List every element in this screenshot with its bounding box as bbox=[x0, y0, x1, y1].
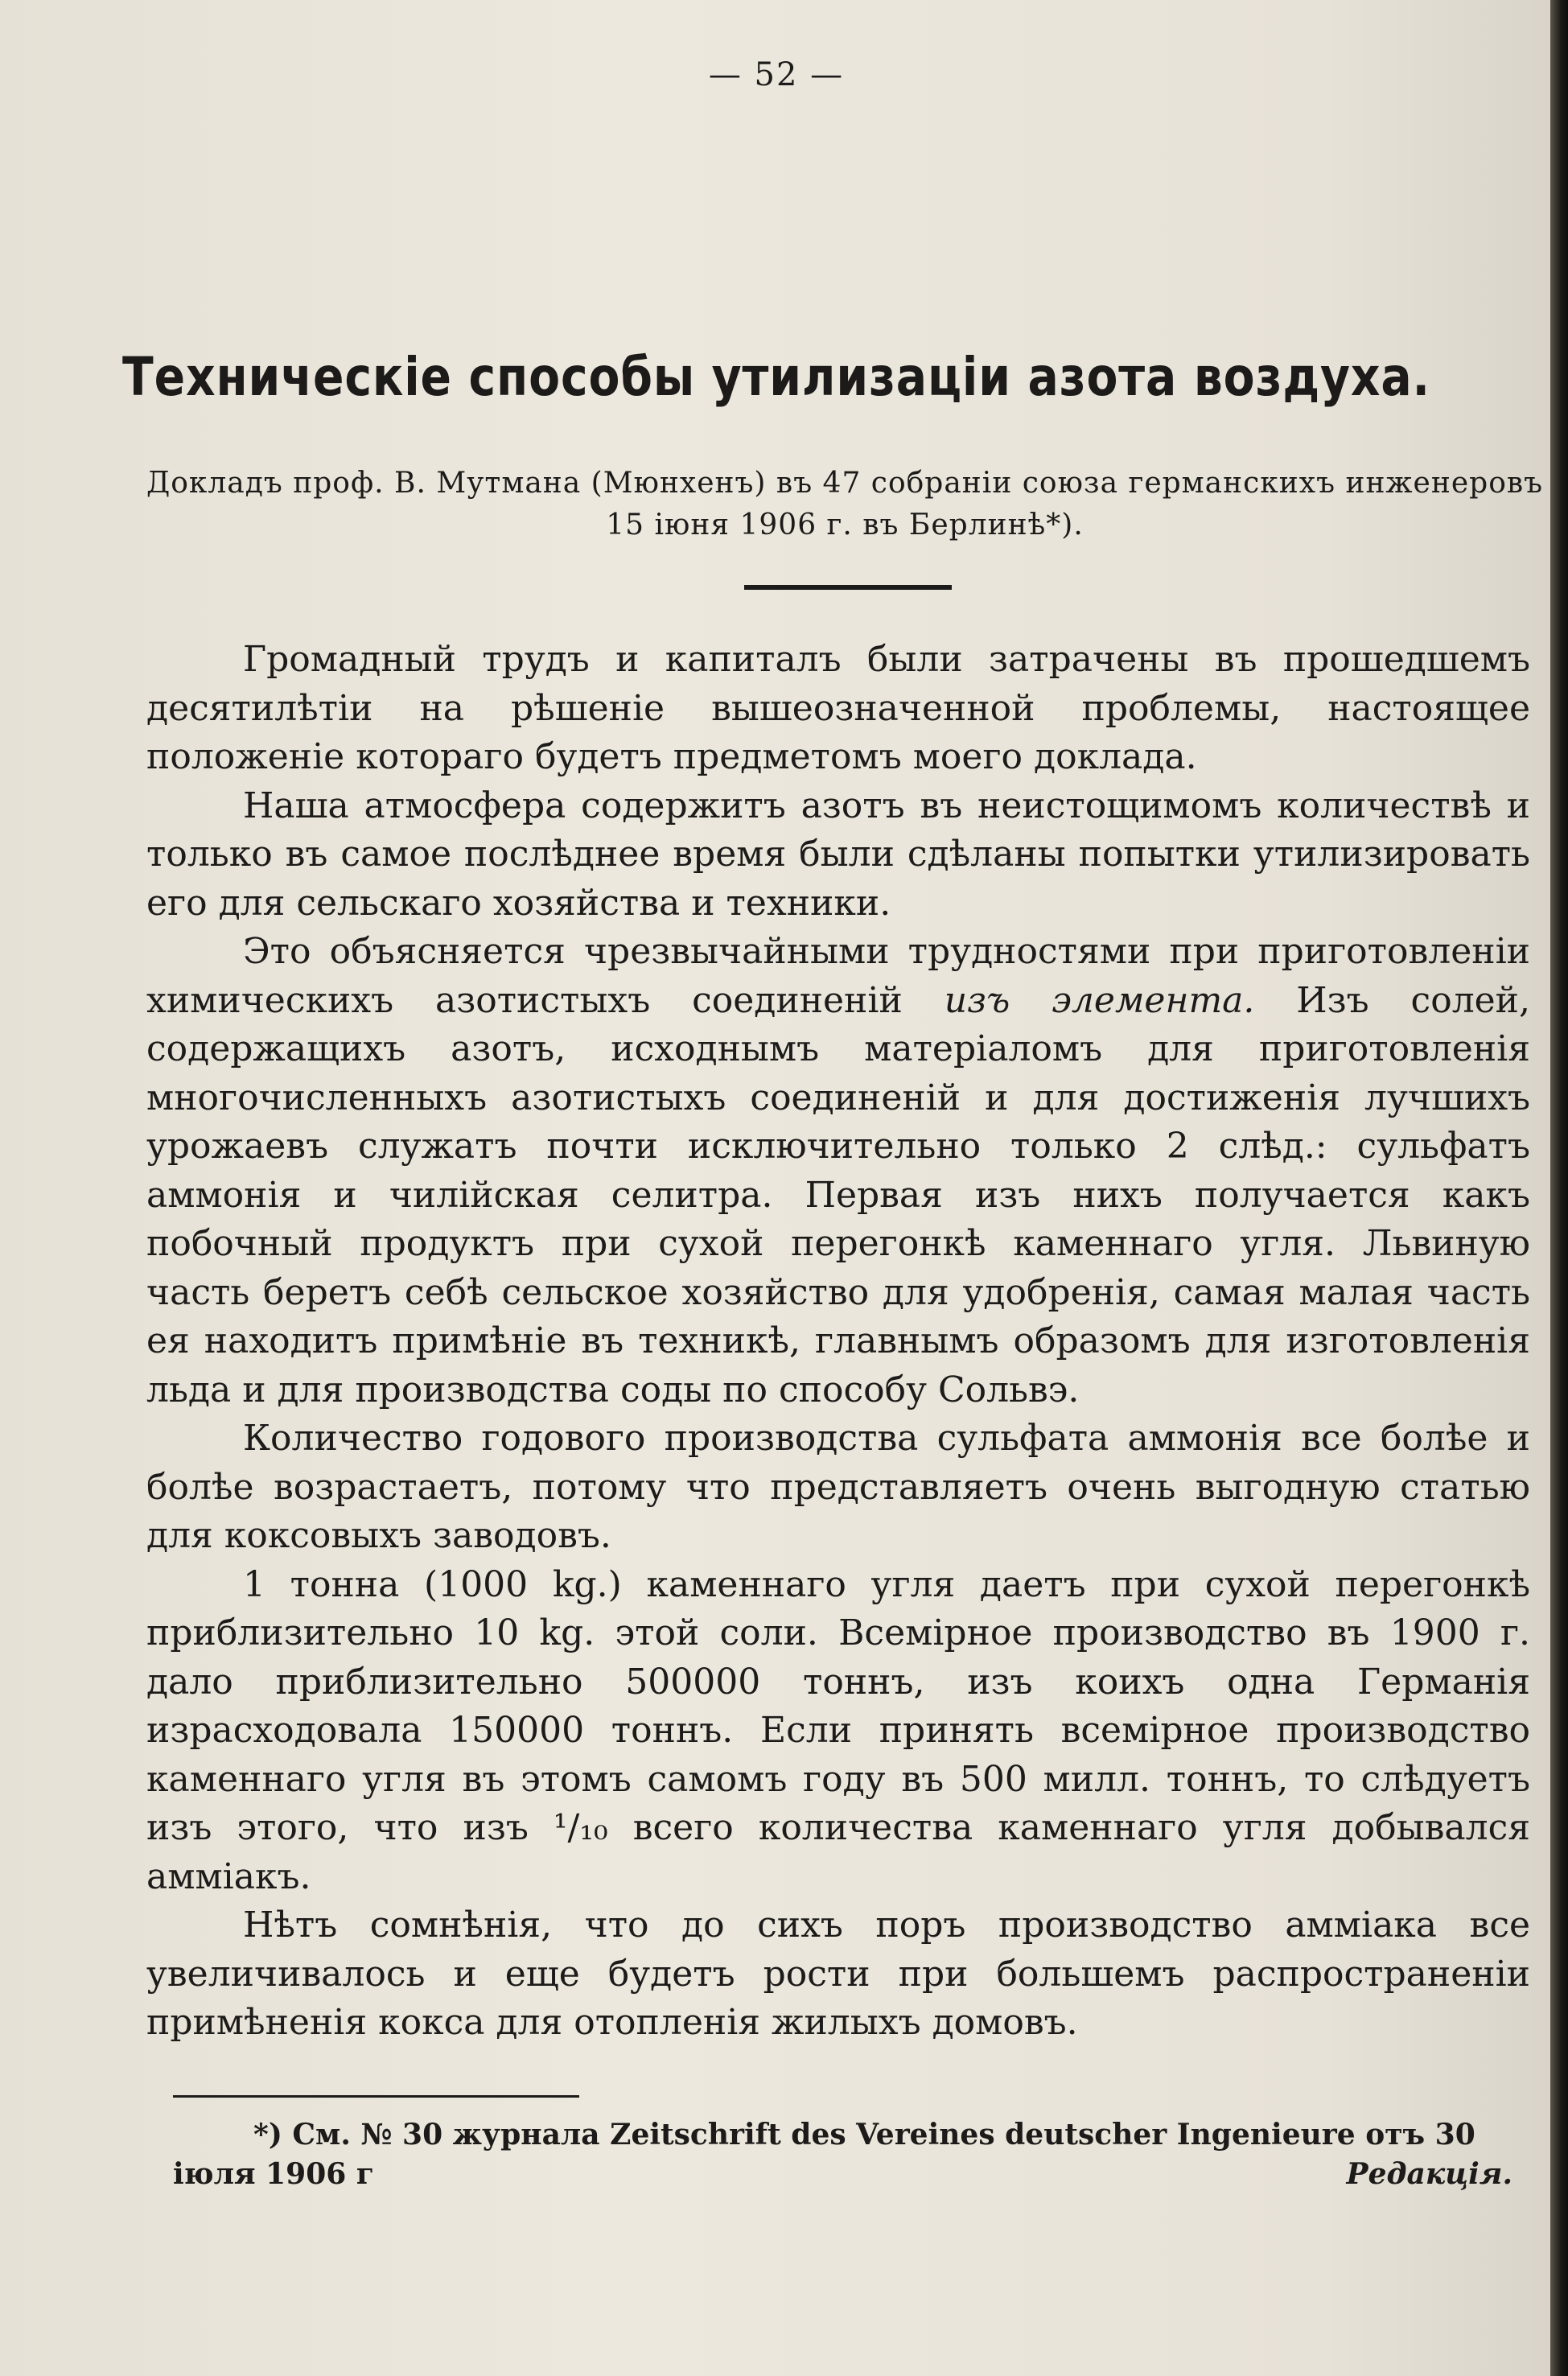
paragraph-6: Нѣтъ сомнѣнія, что до сихъ поръ производство аммiака все увеличивалось и еще будетъ рости при большемъ распространеніи примѣненія кокса для отопленія жилыхъ домовъ. bbox=[146, 1905, 1530, 2043]
footnote-divider bbox=[173, 2095, 579, 2098]
paragraph-3-emphasis: изъ элемента. bbox=[944, 979, 1255, 1021]
article-body bbox=[146, 636, 1530, 2048]
page-number: — 52 — bbox=[708, 56, 845, 93]
footnote-end bbox=[173, 2157, 1533, 2202]
paragraph-3-after: Изъ солей, содержащихъ азотъ, исходнымъ матеріаломъ для приготовленія многочисленныхъ азотистыхъ соединеній и для достиженія лучшихъ урожаевъ служатъ почти исключительно только 2 слѣд.: сульфатъ аммонія и чилійская селитра. Первая изъ нихъ получается какъ побочный продуктъ при сухой перегонкѣ каменнаго угля. Львиную часть беретъ себѣ сельское хозяйство для удобренія, самая малая часть ея находитъ примѣніе въ техникѣ, главнымъ образомъ для изготовленія льда и для производства соды по способу Сольвэ. bbox=[146, 979, 1530, 1410]
editorial-signature: Редакція. bbox=[1346, 2157, 1512, 2191]
article-title: Техническіе способы утилизаціи азота воздуха. bbox=[122, 346, 1430, 408]
article-subtitle: Докладъ проф. В. Мутмана (Мюнхенъ) въ 47 собраніи союза германскихъ инженеровъ 15 іюня 1906 г. въ Берлинѣ*). bbox=[146, 467, 1544, 541]
paragraph-3 bbox=[146, 928, 1530, 1414]
paragraph-4: Количество годового производства сульфата аммонія все болѣе и болѣе возрастаетъ, потому что представляетъ очень выгодную статью для коксовыхъ заводовъ. bbox=[146, 1418, 1530, 1556]
footnote: *) См. № 30 журнала Zeitschrift des Vereines deutscher Ingenieure отъ 30 bbox=[253, 2118, 1475, 2152]
book-spine-edge bbox=[1550, 0, 1568, 2376]
paragraph-2: Наша атмосфера содержитъ азотъ въ неистощимомъ количествѣ и только въ самое послѣднее время были сдѣланы попытки утилизировать его для сельскаго хозяйства и техники. bbox=[146, 784, 1530, 924]
paragraph-5: 1 тонна (1000 kg.) каменнаго угля даетъ при сухой перегонкѣ приблизительно 10 kg. этой соли. Всемірное производство въ 1900 г. дало приблизительно 500000 тоннъ, изъ коихъ одна Германія израсходовала 150000 тоннъ. Если принять всемірное производство каменнаго угля въ этомъ самомъ году въ 500 милл. тоннъ, то слѣдуетъ изъ этого, что изъ ¹/₁₀ всего количества каменнаго угля добывался аммiакъ. bbox=[146, 1563, 1530, 1897]
title-divider bbox=[744, 585, 952, 590]
paragraph-3-before: Это объясняется чрезвычайными трудностями при приготовленіи химическихъ азотистыхъ соединеній bbox=[146, 931, 1530, 1021]
paragraph-1: Громадный трудъ и капиталъ были затрачены въ прошедшемъ десятилѣтіи на рѣшеніе вышеозначенной проблемы, настоящее положеніе котораго будетъ предметомъ моего доклада. bbox=[146, 639, 1530, 777]
footnote-continuation: іюля 1906 г bbox=[173, 2157, 374, 2191]
